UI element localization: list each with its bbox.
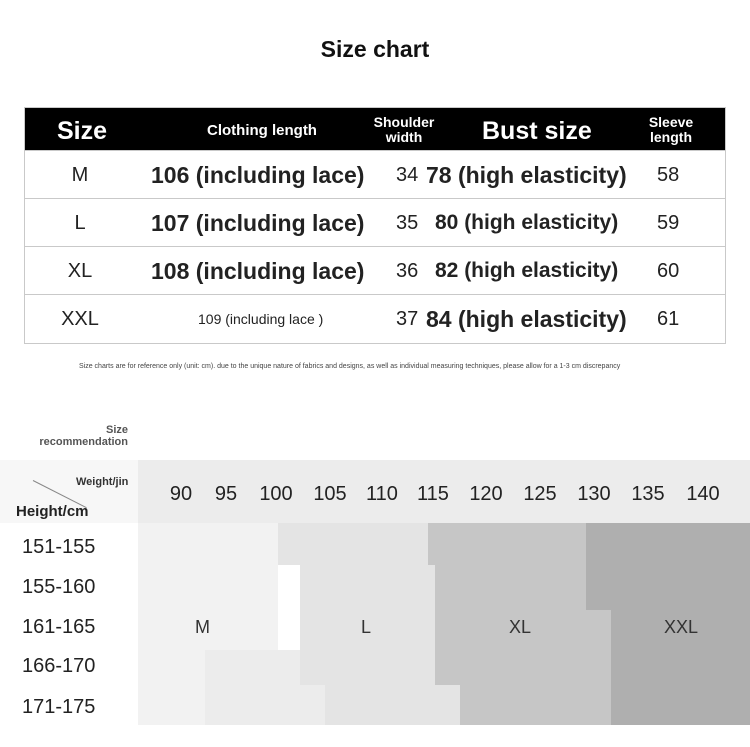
weight-value: 130 xyxy=(577,483,611,505)
weight-value: 105 xyxy=(313,483,347,505)
cell-length: 106 (including lace) xyxy=(151,162,365,188)
cell-bust: 82 (high elasticity) xyxy=(435,259,619,282)
size-label-m: M xyxy=(195,617,210,637)
cell-shoulder: 35 xyxy=(396,212,419,234)
weight-value: 115 xyxy=(417,483,449,505)
weight-value: 135 xyxy=(631,483,665,505)
height-value: 171-175 xyxy=(22,696,96,718)
weight-value: 125 xyxy=(523,483,557,505)
size-block-m xyxy=(138,650,205,725)
height-value: 161-165 xyxy=(22,616,96,638)
size-label-l: L xyxy=(361,617,372,637)
header-sleeve-length: Sleeve length xyxy=(648,114,694,145)
cell-bust: 84 (high elasticity) xyxy=(426,306,627,332)
cell-sleeve: 59 xyxy=(657,212,680,234)
weight-value: 90 xyxy=(169,483,193,505)
recommendation-title-line1: Size xyxy=(105,424,128,436)
size-label-xxl: XXL xyxy=(664,617,699,637)
size-block-l xyxy=(325,685,460,725)
cell-length: 109 (including lace ) xyxy=(198,311,324,327)
height-value: 151-155 xyxy=(22,536,96,558)
cell-sleeve: 60 xyxy=(657,260,680,282)
page-title: Size chart xyxy=(320,36,430,62)
cell-length: 107 (including lace) xyxy=(151,210,365,236)
weight-value: 95 xyxy=(214,483,238,505)
size-block-xl xyxy=(460,685,611,725)
disclaimer-note: Size charts are for reference only (unit: cm). due to the unique nature of fabrics and designs, as well as individual measuring techniques, please allow for a 1-3 cm discrepancy xyxy=(79,363,621,370)
cell-shoulder: 37 xyxy=(396,308,419,330)
size-table xyxy=(24,107,726,344)
cell-sleeve: 61 xyxy=(657,308,680,330)
header-clothing-length: Clothing length xyxy=(207,122,317,139)
table-row xyxy=(25,294,725,343)
size-block-xxl xyxy=(586,523,750,610)
cell-shoulder: 36 xyxy=(396,260,419,282)
weight-label: Weight/jin xyxy=(76,476,129,488)
table-row xyxy=(25,198,725,247)
cell-size: L xyxy=(74,212,86,234)
table-row xyxy=(25,246,725,295)
cell-bust: 78 (high elasticity) xyxy=(426,162,627,188)
height-label: Height/cm xyxy=(16,503,89,520)
cell-shoulder: 34 xyxy=(396,164,419,186)
weight-value: 110 xyxy=(366,483,398,505)
cell-bust: 80 (high elasticity) xyxy=(435,211,619,234)
cell-size: XXL xyxy=(61,308,99,330)
header-bust-size: Bust size xyxy=(482,117,592,145)
table-header xyxy=(25,108,725,150)
cell-length: 108 (including lace) xyxy=(151,258,365,284)
weight-value: 100 xyxy=(259,483,293,505)
cell-sleeve: 58 xyxy=(657,164,680,186)
cell-size: XL xyxy=(67,260,93,282)
header-size: Size xyxy=(57,117,108,145)
size-label-xl: XL xyxy=(509,617,532,637)
height-value: 166-170 xyxy=(22,655,96,677)
size-block-xl xyxy=(428,523,586,565)
recommendation-title xyxy=(20,424,128,448)
weight-value: 120 xyxy=(469,483,503,505)
header-shoulder-width: Shoulder width xyxy=(373,114,435,145)
height-value: 155-160 xyxy=(22,576,96,598)
recommendation-title-line2: recommendation xyxy=(39,436,128,448)
cell-size: M xyxy=(71,164,89,186)
weight-value: 140 xyxy=(686,483,720,505)
table-row xyxy=(25,150,725,199)
size-block-l xyxy=(278,523,428,565)
